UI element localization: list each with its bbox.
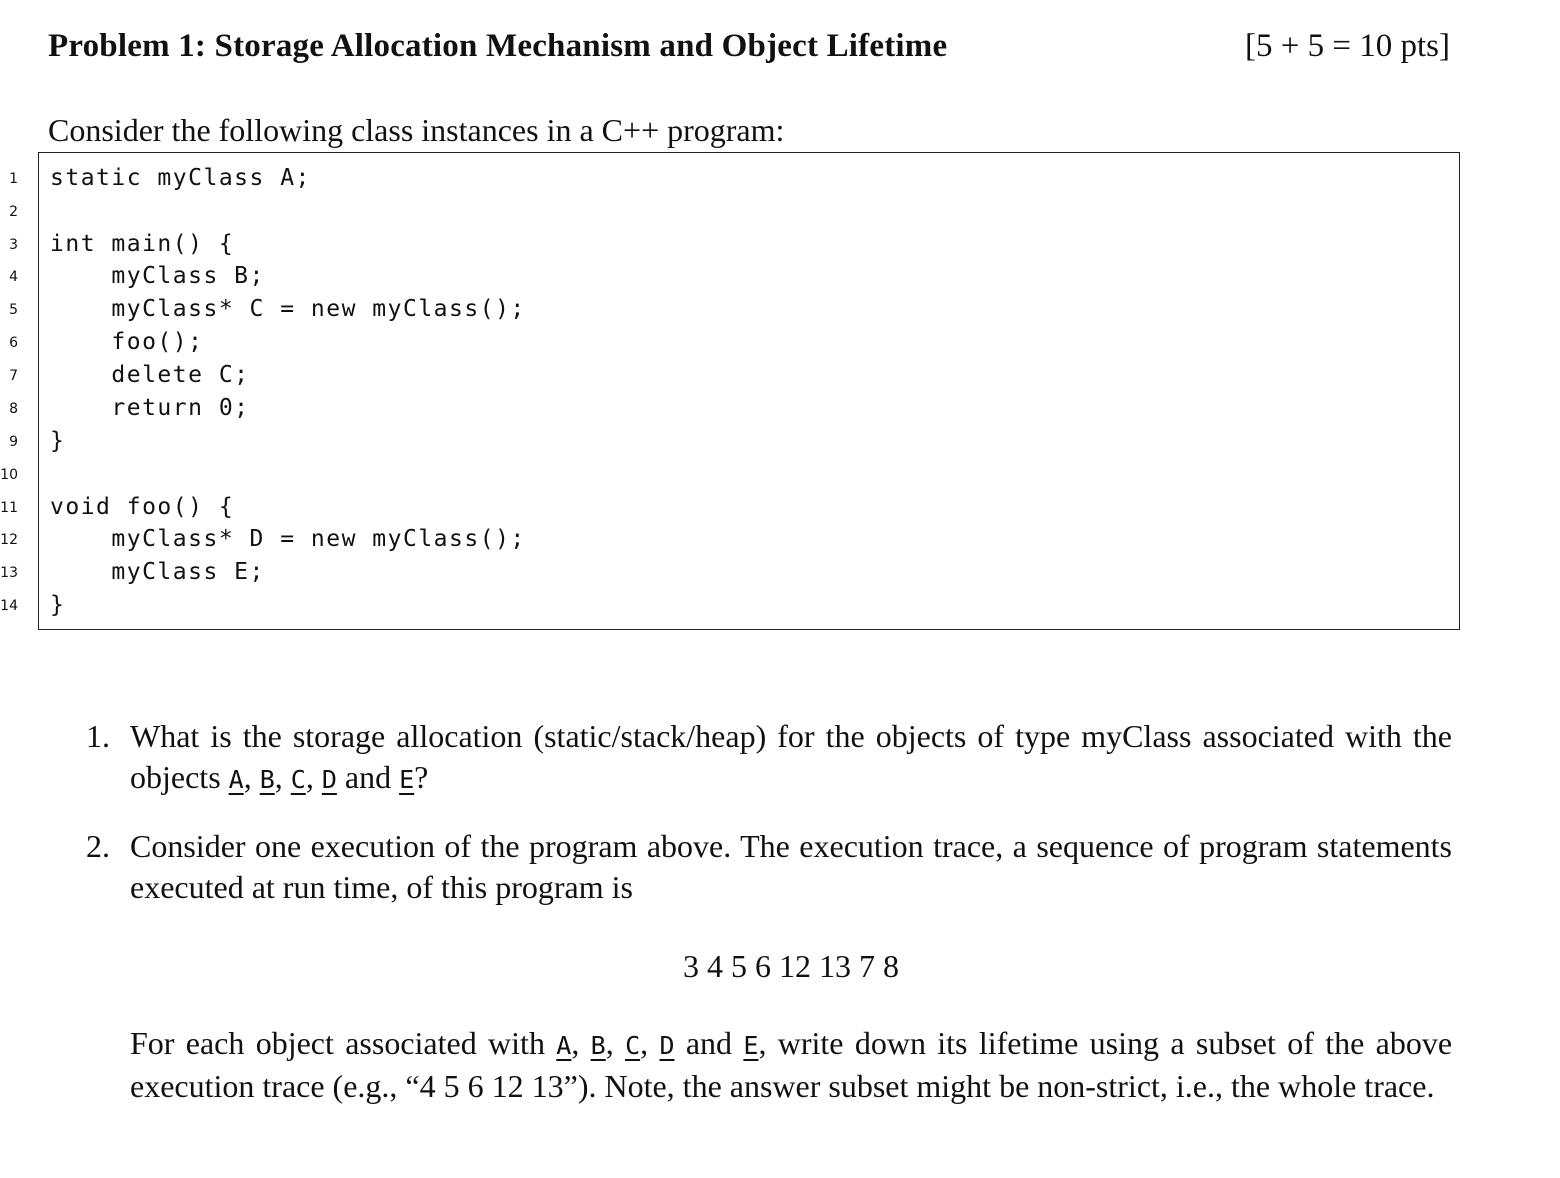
intro-text: Consider the following class instances in a C++ program: xyxy=(48,112,785,148)
question-text: Consider one execution of the program above. The execution trace, a sequence of program statements executed at run time, of this program is xyxy=(130,828,1452,905)
separator: , xyxy=(305,759,322,795)
code-listing-box xyxy=(38,152,1460,630)
question-number: 1. xyxy=(86,718,110,754)
var-d: D xyxy=(659,1031,675,1060)
points-label: [5 + 5 = 10 pts] xyxy=(1245,28,1450,64)
var-e: E xyxy=(743,1031,759,1060)
var-e: E xyxy=(399,765,415,794)
line-number: 2 xyxy=(9,204,18,220)
line-number: 10 xyxy=(0,467,18,483)
var-c: C xyxy=(625,1031,641,1060)
line-number: 7 xyxy=(9,368,18,384)
execution-trace: 3 4 5 6 12 13 7 8 xyxy=(683,948,899,984)
code-line: myClass* D = new myClass(); xyxy=(50,526,526,552)
question-number: 2. xyxy=(86,828,110,864)
var-a: A xyxy=(556,1031,572,1060)
line-number: 4 xyxy=(9,269,18,285)
code-line: int main() { xyxy=(50,231,235,257)
question-2 xyxy=(86,826,1452,1107)
separator: , xyxy=(274,759,291,795)
line-number: 3 xyxy=(9,237,18,253)
line-number: 5 xyxy=(9,302,18,318)
code-line: } xyxy=(50,428,66,454)
lifetime-instruction xyxy=(130,1023,1452,1107)
code-line: void foo() { xyxy=(50,494,235,520)
var-b: B xyxy=(259,765,275,794)
code-line: } xyxy=(50,592,66,618)
var-c: C xyxy=(290,765,306,794)
line-number: 12 xyxy=(0,532,18,548)
line-number: 14 xyxy=(0,598,18,614)
separator: , xyxy=(640,1025,660,1061)
instruction-text-part: , write down its lifetime using a subset of the above execution trace (e.g., “4 5 6 12 13”). Note, the answer subset might be non-strict, i.e., the whole trace. xyxy=(130,1025,1453,1104)
line-number: 11 xyxy=(0,500,18,516)
conjunction: and xyxy=(336,759,400,795)
instruction-text-part: For each object associated with xyxy=(130,1025,557,1061)
code-line: foo(); xyxy=(50,329,204,355)
var-a: A xyxy=(228,765,244,794)
conjunction: and xyxy=(674,1025,744,1061)
code-line: myClass E; xyxy=(50,559,265,585)
code-line: return 0; xyxy=(50,395,250,421)
separator: , xyxy=(605,1025,626,1061)
var-d: D xyxy=(321,765,337,794)
code-line: myClass B; xyxy=(50,263,265,289)
question-text xyxy=(130,716,1452,800)
question-text-part: What is the storage allocation (static/stack/heap) for the objects of type myClass associated with the objects xyxy=(130,718,1452,795)
questions-list xyxy=(86,716,1452,1133)
var-b: B xyxy=(590,1031,606,1060)
code-line: static myClass A; xyxy=(50,165,311,191)
question-1 xyxy=(86,716,1452,800)
line-number: 8 xyxy=(9,401,18,417)
line-number: 13 xyxy=(0,565,18,581)
line-number: 9 xyxy=(9,434,18,450)
problem-title: Problem 1: Storage Allocation Mechanism and Object Lifetime xyxy=(48,28,948,64)
code-line: delete C; xyxy=(50,362,250,388)
separator: , xyxy=(243,759,260,795)
line-number: 6 xyxy=(9,335,18,351)
question-mark: ? xyxy=(414,759,429,795)
separator: , xyxy=(571,1025,591,1061)
line-number: 1 xyxy=(9,171,18,187)
code-line: myClass* C = new myClass(); xyxy=(50,296,526,322)
